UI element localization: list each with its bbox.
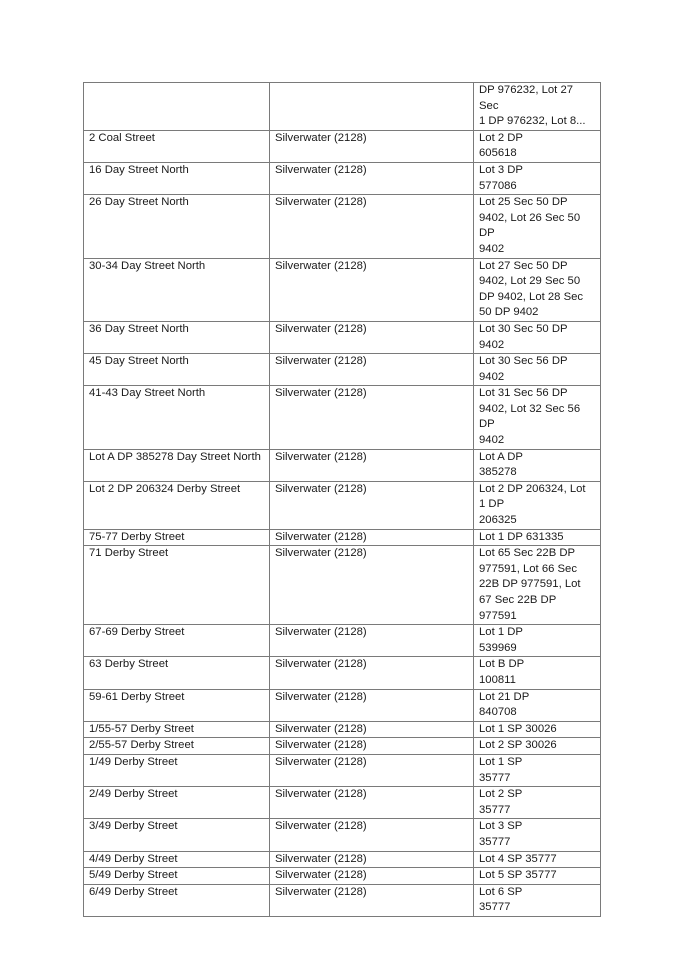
table-row [84, 689, 601, 721]
table-row [84, 195, 601, 258]
table-row [84, 83, 601, 131]
suburb-cell: Silverwater (2128) [270, 546, 474, 625]
table-row [84, 738, 601, 755]
address-cell: 45 Day Street North [84, 354, 270, 386]
lot-description-cell: Lot 4 SP 35777 [474, 851, 601, 868]
table-row [84, 386, 601, 449]
lot-description-cell: Lot 3 DP 577086 [474, 162, 601, 194]
table-row [84, 787, 601, 819]
suburb-cell: Silverwater (2128) [270, 721, 474, 738]
suburb-cell: Silverwater (2128) [270, 625, 474, 657]
table-row [84, 884, 601, 916]
suburb-cell: Silverwater (2128) [270, 354, 474, 386]
table-row [84, 625, 601, 657]
table-row [84, 868, 601, 885]
address-cell: 16 Day Street North [84, 162, 270, 194]
table-row [84, 851, 601, 868]
address-cell: 63 Derby Street [84, 657, 270, 689]
suburb-cell: Silverwater (2128) [270, 130, 474, 162]
lot-description-cell: Lot 2 DP 605618 [474, 130, 601, 162]
table-row [84, 321, 601, 353]
address-cell: 1/55-57 Derby Street [84, 721, 270, 738]
lot-description-cell: Lot 2 SP 30026 [474, 738, 601, 755]
lot-description-cell: Lot 1 SP 30026 [474, 721, 601, 738]
lot-description-cell: Lot 1 DP 631335 [474, 529, 601, 546]
address-cell: 30-34 Day Street North [84, 258, 270, 321]
lot-description-cell: Lot 21 DP 840708 [474, 689, 601, 721]
address-cell: 5/49 Derby Street [84, 868, 270, 885]
address-cell: 26 Day Street North [84, 195, 270, 258]
lot-description-cell: Lot B DP 100811 [474, 657, 601, 689]
table-row [84, 354, 601, 386]
address-cell: 41-43 Day Street North [84, 386, 270, 449]
suburb-cell: Silverwater (2128) [270, 195, 474, 258]
suburb-cell: Silverwater (2128) [270, 449, 474, 481]
address-cell: 36 Day Street North [84, 321, 270, 353]
table-row [84, 481, 601, 529]
lot-description-cell: Lot 1 SP 35777 [474, 754, 601, 786]
suburb-cell: Silverwater (2128) [270, 258, 474, 321]
lot-description-cell: Lot 2 DP 206324, Lot 1 DP 206325 [474, 481, 601, 529]
address-cell: 59-61 Derby Street [84, 689, 270, 721]
address-cell: 2 Coal Street [84, 130, 270, 162]
suburb-cell: Silverwater (2128) [270, 851, 474, 868]
address-cell: Lot 2 DP 206324 Derby Street [84, 481, 270, 529]
suburb-cell: Silverwater (2128) [270, 162, 474, 194]
lot-description-cell: Lot 27 Sec 50 DP 9402, Lot 29 Sec 50 DP 9402, Lot 28 Sec 50 DP 9402 [474, 258, 601, 321]
address-cell: Lot A DP 385278 Day Street North [84, 449, 270, 481]
address-cell: 6/49 Derby Street [84, 884, 270, 916]
suburb-cell: Silverwater (2128) [270, 754, 474, 786]
table-row [84, 721, 601, 738]
suburb-cell: Silverwater (2128) [270, 884, 474, 916]
table-row [84, 130, 601, 162]
address-cell: 71 Derby Street [84, 546, 270, 625]
table-row [84, 546, 601, 625]
suburb-cell: Silverwater (2128) [270, 321, 474, 353]
suburb-cell: Silverwater (2128) [270, 386, 474, 449]
lot-description-cell: Lot 6 SP 35777 [474, 884, 601, 916]
suburb-cell: Silverwater (2128) [270, 787, 474, 819]
lot-description-cell: Lot 2 SP 35777 [474, 787, 601, 819]
suburb-cell: Silverwater (2128) [270, 819, 474, 851]
lot-description-cell: Lot 5 SP 35777 [474, 868, 601, 885]
address-cell: 67-69 Derby Street [84, 625, 270, 657]
address-cell: 4/49 Derby Street [84, 851, 270, 868]
table-row [84, 754, 601, 786]
lot-description-cell: DP 976232, Lot 27 Sec 1 DP 976232, Lot 8... [474, 83, 601, 131]
property-table [83, 82, 601, 917]
table-row [84, 657, 601, 689]
suburb-cell: Silverwater (2128) [270, 529, 474, 546]
table-row [84, 162, 601, 194]
lot-description-cell: Lot 1 DP 539969 [474, 625, 601, 657]
address-cell: 2/49 Derby Street [84, 787, 270, 819]
suburb-cell: Silverwater (2128) [270, 689, 474, 721]
suburb-cell [270, 83, 474, 131]
lot-description-cell: Lot 31 Sec 56 DP 9402, Lot 32 Sec 56 DP 9402 [474, 386, 601, 449]
address-cell [84, 83, 270, 131]
suburb-cell: Silverwater (2128) [270, 738, 474, 755]
lot-description-cell: Lot 30 Sec 50 DP 9402 [474, 321, 601, 353]
lot-description-cell: Lot 30 Sec 56 DP 9402 [474, 354, 601, 386]
table-row [84, 819, 601, 851]
table-row [84, 258, 601, 321]
table-row [84, 449, 601, 481]
table-body [84, 83, 601, 917]
table-row [84, 529, 601, 546]
suburb-cell: Silverwater (2128) [270, 868, 474, 885]
lot-description-cell: Lot 25 Sec 50 DP 9402, Lot 26 Sec 50 DP 9402 [474, 195, 601, 258]
address-cell: 75-77 Derby Street [84, 529, 270, 546]
suburb-cell: Silverwater (2128) [270, 481, 474, 529]
lot-description-cell: Lot A DP 385278 [474, 449, 601, 481]
address-cell: 3/49 Derby Street [84, 819, 270, 851]
suburb-cell: Silverwater (2128) [270, 657, 474, 689]
lot-description-cell: Lot 3 SP 35777 [474, 819, 601, 851]
address-cell: 2/55-57 Derby Street [84, 738, 270, 755]
lot-description-cell: Lot 65 Sec 22B DP 977591, Lot 66 Sec 22B DP 977591, Lot 67 Sec 22B DP 977591 [474, 546, 601, 625]
address-cell: 1/49 Derby Street [84, 754, 270, 786]
